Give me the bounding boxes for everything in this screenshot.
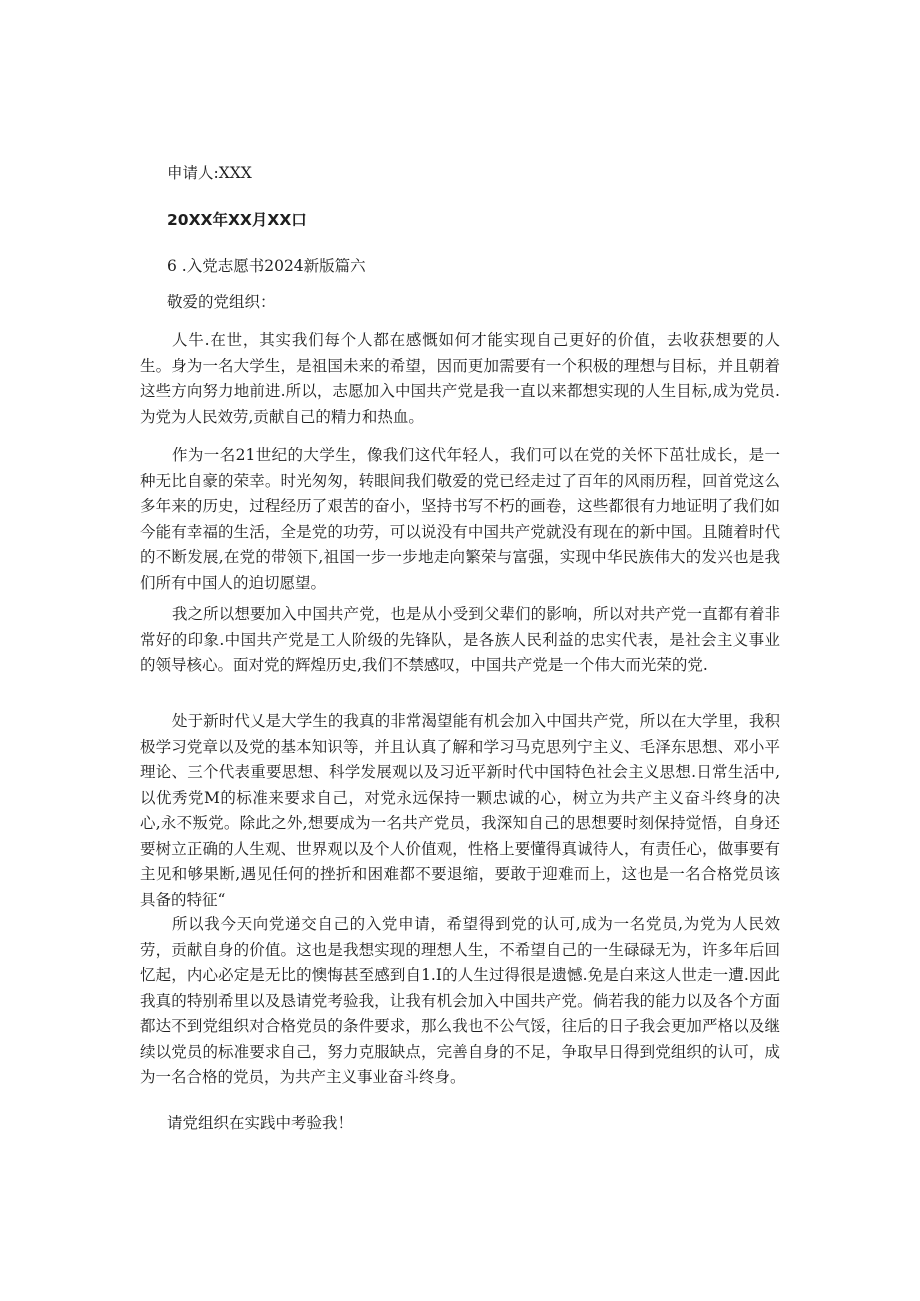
paragraph-1: 人牛.在世，其实我们每个人都在感慨如何才能实现自己更好的价值，去收获想要的人生。身为一名大学生，是祖国未来的希望，因而更加需要有一个积极的理想与目标，并且朝着这些方向努力地前进.所以，志愿加入中国共产党是我一直以来都想实现的人生目标,成为党员.为党为人民效劳,贡献自己的精力和热血。 xyxy=(140,331,780,426)
date-line: 20XX年XX月XX口 xyxy=(167,211,307,229)
paragraph-3: 我之所以想要加入中国共产党，也是从小受到父辈们的影响，所以对共产党一直都有着非常好的印象.中国共产党是工人阶级的先锋队，是各族人民利益的忠实代表，是社会主义事业的领导核心。面对党的辉煌历史,我们不禁感叹，中国共产党是一个伟大而光荣的党. xyxy=(140,605,780,674)
applicant-line: 申请人:XXX xyxy=(167,164,252,182)
section-heading: 6 .入党志愿书2024新版篇六 xyxy=(167,257,366,275)
paragraph-4: 处于新时代乂是大学生的我真的非常渴望能有机会加入中国共产党，所以在大学里，我积极学习党章以及党的基本知识等，并且认真了解和学习马克思列宁主义、毛泽东思想、邓小平理论、三个代表重要思想、科学发展观以及习近平新时代中国特色社会主义思想.日常生活中,以优秀党M的标准来要求自己，对党永远保持一颗忠诚的心，树立为共产主义奋斗终身的决心,永不叛党。除此之外,想要成为一名共产党员，我深知自己的思想要时刻保持觉悟，自身还要树立正确的人生观、世界观以及个人价值观，性格上要懂得真诚待人，有责任心，做事要有主见和够果断,遇见任何的挫折和困难都不要退缩，要敢于迎难而上，这也是一名合格党员该具备的特征“ xyxy=(140,712,780,909)
paragraph-5: 所以我今天向党递交自己的入党申请，希望得到党的认可,成为一名党员,为党为人民效劳，贡献自身的价值。这也是我想实现的理想人生，不希望自己的一生碌碌无为，许多年后回忆起，内心必定是无比的懊悔甚至感到自1.I的人生过得很是遗憾.免是白来这人世走一遭.因此我真的特别希里以及恳请党考验我，让我有机会加入中国共产党。倘若我的能力以及各个方面都达不到党组织对合格党员的条件要求，那么我也不公气馁，往后的日子我会更加严格以及继续以党员的标准要求自己，努力克服缺点，完善自身的不足，争取早日得到党组织的认可，成为一名合格的党员，为共产主义事业奋斗终身。 xyxy=(140,915,780,1086)
salutation: 敬爱的党组织： xyxy=(167,293,276,311)
paragraph-2: 作为一名21世纪的大学生，像我们这代年轻人，我们可以在党的关怀下茁壮成长，是一种无比自豪的荣幸。时光匆匆，转眼间我们敬爱的党已经走过了百年的风雨历程，回首党这么多年来的历史，过程经历了艰苦的奋小，坚持书写不朽的画卷，这些都很有力地证明了我们如今能有幸福的生活，全是党的功劳，可以说没有中国共产党就没有现在的新中国。且随着时代的不断发展,在党的带领下,祖国一步一步地走向繁荣与富强，实现中华民族伟大的发兴也是我们所有中国人的迫切愿望。 xyxy=(140,446,780,592)
closing-line: 请党组织在实践中考验我！ xyxy=(167,1114,354,1132)
